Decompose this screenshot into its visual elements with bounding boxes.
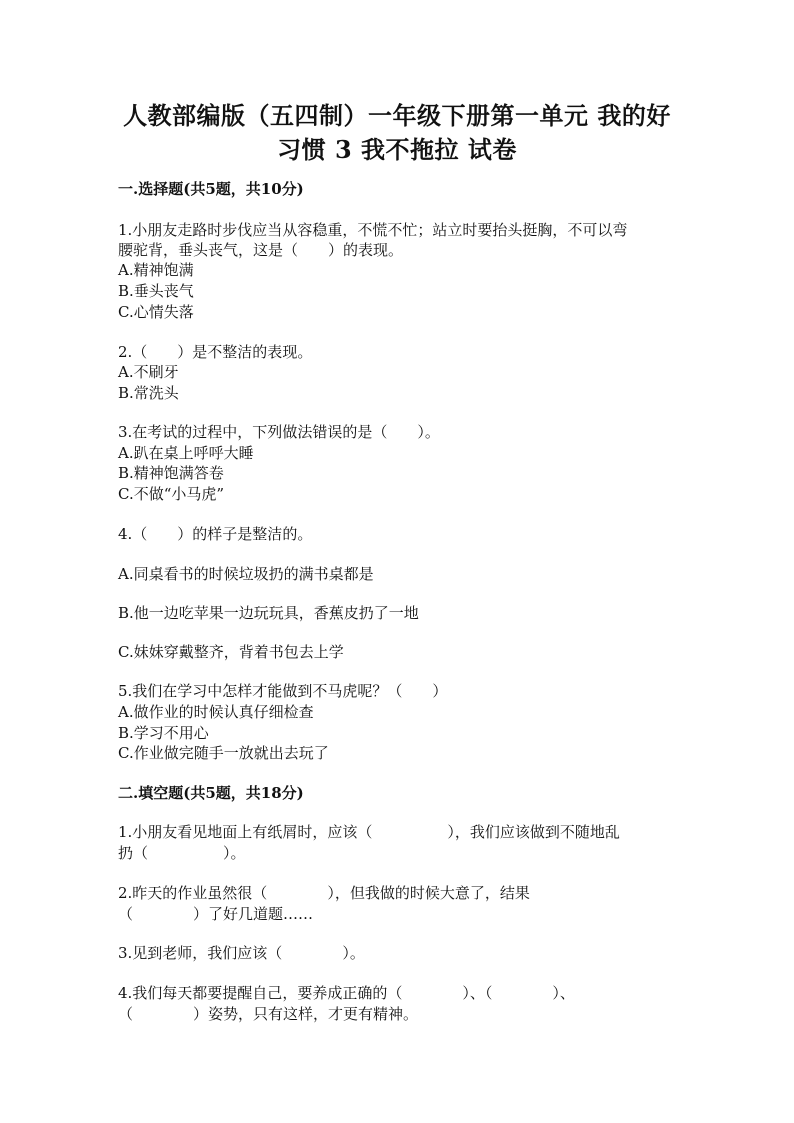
question-3-option-a: A.趴在桌上呼呼大睡 — [118, 444, 254, 462]
question-3-line1: 3.在考试的过程中，下列做法错误的是（ ）。 — [118, 423, 440, 441]
question-4-line1: 4.（ ）的样子是整洁的。 — [118, 525, 313, 543]
question-4-option-c: C.妹妹穿戴整齐，背着书包去上学 — [118, 643, 344, 661]
fill-2-line1: 2.昨天的作业虽然很（ ），但我做的时候大意了，结果 — [118, 884, 530, 902]
question-3-option-b: B.精神饱满答卷 — [118, 464, 224, 482]
fill-3-line1: 3.见到老师，我们应该（ ）。 — [118, 944, 365, 962]
fill-4-line2: （ ）姿势，只有这样，才更有精神。 — [118, 1005, 419, 1023]
page-title-line2: 习惯 3 我不拖拉 试卷 — [277, 135, 517, 164]
question-5-option-b: B.学习不用心 — [118, 724, 209, 742]
question-5-option-c: C.作业做完随手一放就出去玩了 — [118, 744, 329, 762]
fill-2-line2: （ ）了好几道题…… — [118, 905, 314, 923]
question-1-line2: 腰驼背，垂头丧气，这是（ ）的表现。 — [118, 241, 404, 259]
question-1-option-b: B.垂头丧气 — [118, 282, 194, 300]
question-3-option-c: C.不做“小马虎” — [118, 485, 225, 503]
question-5-line1: 5.我们在学习中怎样才能做到不马虎呢？（ ） — [118, 682, 448, 700]
question-1-option-a: A.精神饱满 — [118, 261, 194, 279]
fill-4-line1: 4.我们每天都要提醒自己，要养成正确的（ ）、（ ）、 — [118, 984, 575, 1002]
question-2-option-a: A.不刷牙 — [118, 363, 179, 381]
question-4-option-b: B.他一边吃苹果一边玩玩具，香蕉皮扔了一地 — [118, 604, 419, 622]
question-4-option-a: A.同桌看书的时候垃圾扔的满书桌都是 — [118, 565, 374, 583]
question-5-option-a: A.做作业的时候认真仔细检查 — [118, 703, 314, 721]
question-1-line1: 1.小朋友走路时步伐应当从容稳重，不慌不忙；站立时要抬头挺胸，不可以弯 — [118, 221, 628, 239]
page-title-line1: 人教部编版（五四制）一年级下册第一单元 我的好 — [123, 101, 671, 130]
question-2-line1: 2.（ ）是不整洁的表现。 — [118, 343, 313, 361]
question-1-option-c: C.心情失落 — [118, 303, 194, 321]
fill-1-line2: 扔（ ）。 — [118, 844, 246, 862]
section-fill-heading: 二.填空题(共5题，共18分) — [118, 784, 304, 802]
fill-1-line1: 1.小朋友看见地面上有纸屑时，应该（ ），我们应该做到不随地乱 — [118, 823, 620, 841]
section-choice-heading: 一.选择题(共5题，共10分) — [118, 180, 304, 198]
question-2-option-b: B.常洗头 — [118, 384, 179, 402]
